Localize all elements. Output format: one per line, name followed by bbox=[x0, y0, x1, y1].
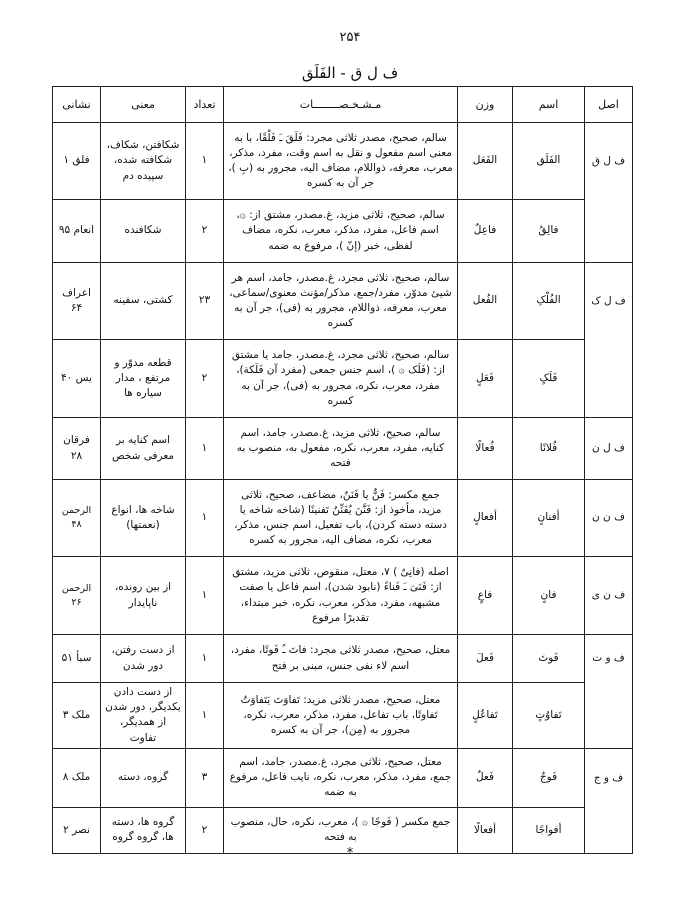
header-word: اسم bbox=[513, 87, 585, 123]
reference-cell: الرحمن ۲۶ bbox=[53, 557, 101, 635]
root-cell: ف ن ن bbox=[585, 480, 633, 557]
count-cell: ۱ bbox=[186, 635, 224, 683]
lexicon-table bbox=[52, 86, 633, 854]
pattern-cell: الفَعَل bbox=[458, 123, 513, 200]
description-cell: جمع مکسر: فَنٌّ یا فَنَنٌ، مضاعف، صحیح، ثلاثی مزید، مأخوذ از: فَنَّنَ یُفَنِّنُ تَفنینًا (شاخه شاخه یا دسته دسته کردن)، باب تفعیل، اسم جنس، مذکر، معرب، نکره، مضاف الیه، مجرور به کسره bbox=[224, 480, 458, 557]
reference-cell: ملک ۳ bbox=[53, 683, 101, 749]
header-reference: نشانی bbox=[53, 87, 101, 123]
description-cell: سالم، صحیح، ثلاثی مزید، غ.مصدر، مشتق از: ۞، اسم فاعل، مفرد، مذکر، معرب، نکره، مضاف لفظی، خبر (إنّ )، مرفوع به ضمه bbox=[224, 200, 458, 263]
root-cell bbox=[585, 340, 633, 418]
root-cell: ف ل ن bbox=[585, 418, 633, 480]
pattern-cell: فاعِلٌ bbox=[458, 200, 513, 263]
count-cell: ۱ bbox=[186, 683, 224, 749]
count-cell: ۱ bbox=[186, 418, 224, 480]
pattern-cell: فاعٍ bbox=[458, 557, 513, 635]
root-cell: ف و ت bbox=[585, 635, 633, 683]
word-cell: فانٍ bbox=[513, 557, 585, 635]
description-cell: سالم، صحیح، ثلاثی مزید، غ.مصدر، جامد، اسم کنایه، مفرد، معرب، نکره، مفعول به، منصوب به فتحه bbox=[224, 418, 458, 480]
root-cell: ف ن ی bbox=[585, 557, 633, 635]
word-cell: أفنانٍ bbox=[513, 480, 585, 557]
description-cell: معتل، صحیح، مصدر ثلاثی مزید: تَفاوَتَ یَتَفاوَتُ تَفاوتًا، باب تفاعل، مفرد، مذکر، معرب، نکره، مجرور به (مِن)، جر آن به کسره bbox=[224, 683, 458, 749]
pattern-cell: الفُعل bbox=[458, 263, 513, 340]
word-cell: الفَلَق bbox=[513, 123, 585, 200]
count-cell: ۲ bbox=[186, 807, 224, 853]
pattern-cell: تَفاعُلٍ bbox=[458, 683, 513, 749]
word-cell: فَوجٌ bbox=[513, 748, 585, 807]
header-count: تعداد bbox=[186, 87, 224, 123]
root-cell bbox=[585, 683, 633, 749]
count-cell: ۲۳ bbox=[186, 263, 224, 340]
reference-cell: اعراف ۶۴ bbox=[53, 263, 101, 340]
word-cell: فَوتَ bbox=[513, 635, 585, 683]
word-cell: أفواجًا bbox=[513, 807, 585, 853]
header-pattern: وزن bbox=[458, 87, 513, 123]
count-cell: ۱ bbox=[186, 480, 224, 557]
table-row bbox=[53, 123, 633, 200]
root-cell: ف ل ق bbox=[585, 123, 633, 200]
description-cell: سالم، صحیح، ثلاثی مجرد، غ.مصدر، جامد، اسم هر شیئ مدوّر، مفرد/جمع، مذکر/مؤنث معنوی/سماعی، معرب، معرفه، ذواللام، مجرور به (فی)، جر آن به کسره bbox=[224, 263, 458, 340]
table-row bbox=[53, 683, 633, 749]
description-cell: معتل، صحیح، ثلاثی مجرد، غ.مصدر، جامد، اسم جمع، مفرد، مذکر، معرب، نکره، نایب فاعل، مرفوع به ضمه bbox=[224, 748, 458, 807]
table-header-row bbox=[53, 87, 633, 123]
table-row bbox=[53, 200, 633, 263]
meaning-cell: قطعه مدوّر و مرتفع ، مدار سیاره ها bbox=[101, 340, 186, 418]
meaning-cell: از دست دادن یکدیگر، دور شدن از همدیگر، تفاوت bbox=[101, 683, 186, 749]
reference-cell: فلق ۱ bbox=[53, 123, 101, 200]
word-cell: فالِقُ bbox=[513, 200, 585, 263]
word-cell: تَفاوُتٍ bbox=[513, 683, 585, 749]
reference-cell: نصر ۲ bbox=[53, 807, 101, 853]
meaning-cell: شکافتن، شکاف، شکافته شده، سپیده دم bbox=[101, 123, 186, 200]
reference-cell: ملک ۸ bbox=[53, 748, 101, 807]
count-cell: ۱ bbox=[186, 123, 224, 200]
count-cell: ۱ bbox=[186, 557, 224, 635]
reference-cell: انعام ۹۵ bbox=[53, 200, 101, 263]
meaning-cell: گروه ها، دسته ها، گروه گروه bbox=[101, 807, 186, 853]
description-cell: سالم، صحیح، مصدر ثلاثی مجرد: فَلَقَ ـَ فَلْقًا، با به معنی اسم مفعول و نقل به اسم وقت، مفرد، مذکر، معرب، معرفه، ذواللام، مضاف الیه، مجرور به (بِ )، جر آن به کسره bbox=[224, 123, 458, 200]
meaning-cell: گروه، دسته bbox=[101, 748, 186, 807]
table-row bbox=[53, 340, 633, 418]
page-title: ف ل ق - الفَلَق bbox=[301, 64, 399, 82]
meaning-cell: شکافنده bbox=[101, 200, 186, 263]
pattern-cell: أفعالًا bbox=[458, 807, 513, 853]
table-row bbox=[53, 263, 633, 340]
table-row bbox=[53, 480, 633, 557]
word-cell: فَلَکٍ bbox=[513, 340, 585, 418]
meaning-cell: شاخه ها، انواع (نعمتها) bbox=[101, 480, 186, 557]
description-cell: اصله (فانِیٌ ) ۷، معتل، منقوص، ثلاثی مزید، مشتق از: فَنَیَ ـَ فَناءً (نابود شدن)، اسم فاعل یا صفت مشبهه، مفرد، مذکر، معرب، نکره، خبر مبتداء، تقدیرًا مرفوع bbox=[224, 557, 458, 635]
count-cell: ۲ bbox=[186, 200, 224, 263]
count-cell: ۲ bbox=[186, 340, 224, 418]
description-cell: معتل، صحیح، مصدر ثلاثی مجرد: فاتَ ـُ فَوتًا، مفرد، اسم لاء نفی جنس، مبنی بر فتح bbox=[224, 635, 458, 683]
pattern-cell: أفعالٍ bbox=[458, 480, 513, 557]
root-cell: ف و ج bbox=[585, 748, 633, 807]
page-number: ۲۵۴ bbox=[339, 30, 361, 45]
table-row bbox=[53, 557, 633, 635]
meaning-cell: اسم کنایه بر معرفی شخص bbox=[101, 418, 186, 480]
pattern-cell: فَعلَ bbox=[458, 635, 513, 683]
reference-cell: یس ۴۰ bbox=[53, 340, 101, 418]
root-cell bbox=[585, 200, 633, 263]
word-cell: فُلانًا bbox=[513, 418, 585, 480]
description-cell: سالم، صحیح، ثلاثی مجرد، غ.مصدر، جامد یا مشتق از: (فَلَک ۞ )، اسم جنس جمعی (مفرد آن فَلَکة)، مفرد، معرب، نکره، مجرور به (فی)، جر آن به کسره bbox=[224, 340, 458, 418]
table-row bbox=[53, 635, 633, 683]
pattern-cell: فَعَلٍ bbox=[458, 340, 513, 418]
table-row bbox=[53, 418, 633, 480]
word-cell: الفُلْکِ bbox=[513, 263, 585, 340]
reference-cell: الرحمن ۴۸ bbox=[53, 480, 101, 557]
meaning-cell: کشتی، سفینه bbox=[101, 263, 186, 340]
pattern-cell: فَعلٌ bbox=[458, 748, 513, 807]
reference-cell: سبأ ۵۱ bbox=[53, 635, 101, 683]
header-meaning: معنی bbox=[101, 87, 186, 123]
header-description: مـشـخـصــــــــات bbox=[224, 87, 458, 123]
meaning-cell: از دست رفتن، دور شدن bbox=[101, 635, 186, 683]
root-cell: ف ل ک bbox=[585, 263, 633, 340]
reference-cell: فرقان ۲۸ bbox=[53, 418, 101, 480]
meaning-cell: از بین رونده، ناپایدار bbox=[101, 557, 186, 635]
footer-mark: * bbox=[346, 846, 354, 861]
table-row bbox=[53, 748, 633, 807]
description-cell: جمع مکسر ( فَوجًا ۞ )، معرب، نکره، حال، منصوب به فتحه bbox=[224, 807, 458, 853]
count-cell: ۳ bbox=[186, 748, 224, 807]
pattern-cell: فُعالًا bbox=[458, 418, 513, 480]
header-root: اصل bbox=[585, 87, 633, 123]
